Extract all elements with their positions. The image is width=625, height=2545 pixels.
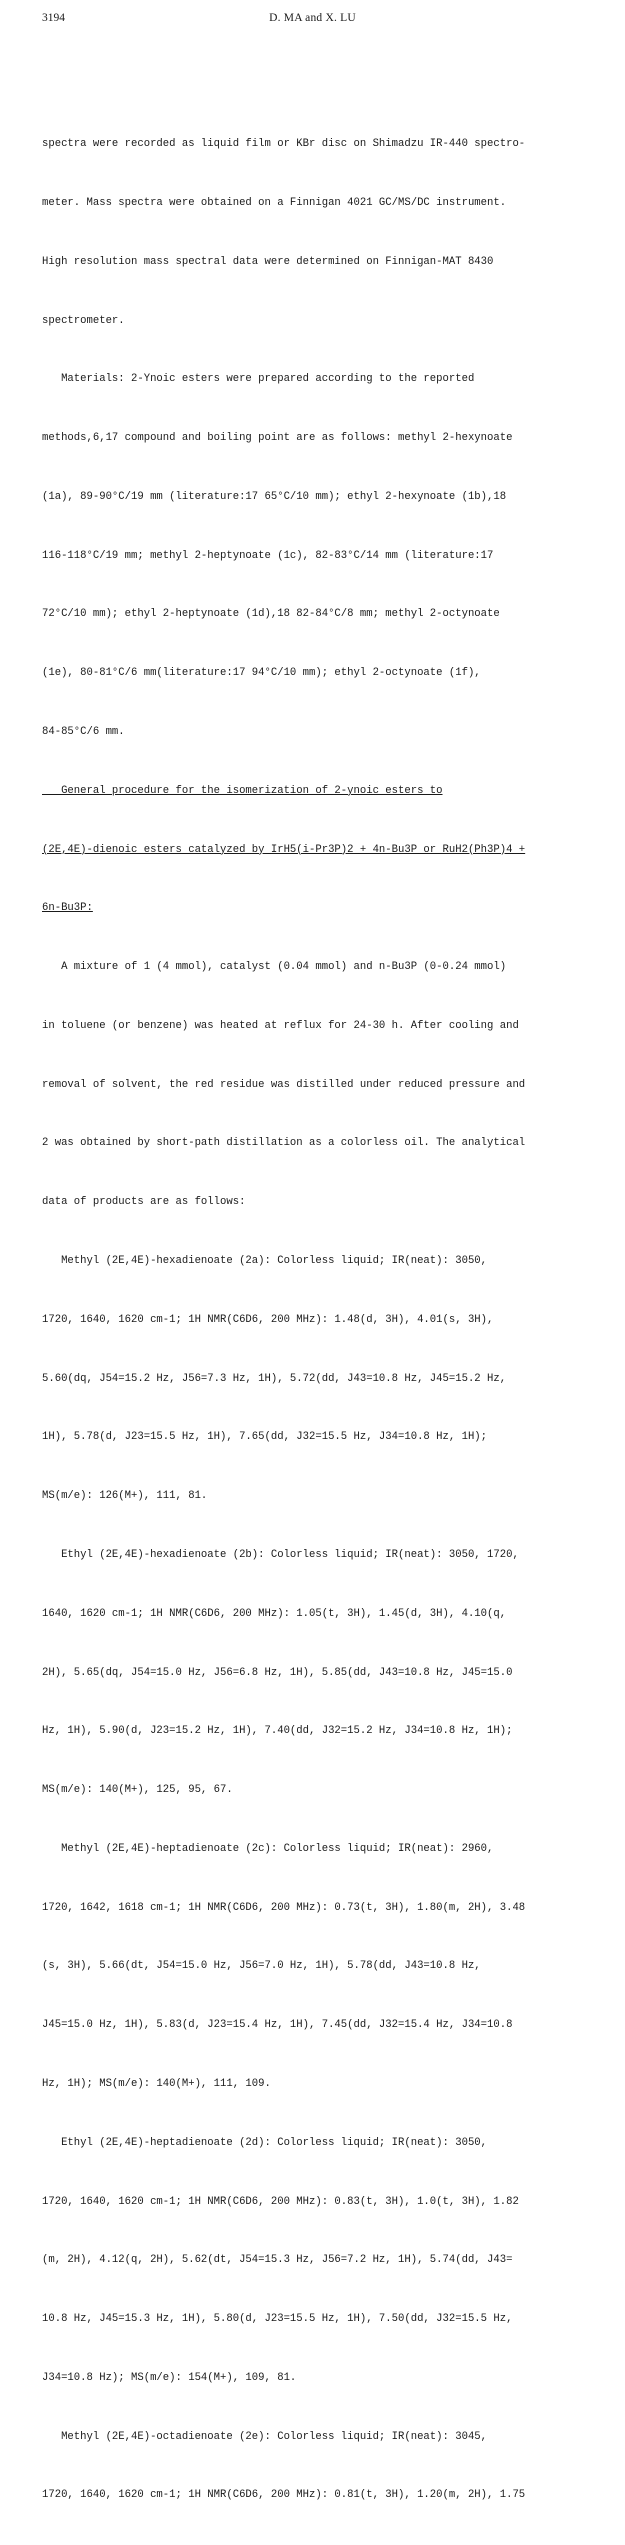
compound-entry-2b: Ethyl (2E,4E)-hexadienoate (2b): Colorless liquid; IR(neat): 3050, 1720, [42,1548,519,1561]
text-line: 1720, 1640, 1620 cm-1; 1H NMR(C6D6, 200 MHz): 0.81(t, 3H), 1.20(m, 2H), 1.75 [42,2489,526,2502]
text-line: 116-118°C/19 mm; methyl 2-heptynoate (1c), 82-83°C/14 mm (literature:17 [42,549,494,562]
compound-entry-2a: Methyl (2E,4E)-hexadienoate (2a): Colorless liquid; IR(neat): 3050, [42,1255,488,1268]
page-header [42,12,583,28]
procedure-heading: (2E,4E)-dienoic esters catalyzed by IrH5(i-Pr3P)2 + 4n-Bu3P or RuH2(Ph3P)4 + [42,843,526,856]
running-title: D. MA and X. LU [269,12,356,24]
text-line: meter. Mass spectra were obtained on a Finnigan 4021 GC/MS/DC instrument. [42,196,507,209]
text-line: J45=15.0 Hz, 1H), 5.83(d, J23=15.4 Hz, 1H), 7.45(dd, J32=15.4 Hz, J34=10.8 [42,2019,513,2032]
text-line: 72°C/10 mm); ethyl 2-heptynoate (1d),18 82-84°C/8 mm; methyl 2-octynoate [42,608,500,621]
text-line: 2 was obtained by short-path distillation as a colorless oil. The analytical [42,1137,526,1150]
text-line: spectra were recorded as liquid film or KBr disc on Shimadzu IR-440 spectro- [42,138,526,151]
text-line: (1e), 80-81°C/6 mm(literature:17 94°C/10 mm); ethyl 2-octynoate (1f), [42,667,481,680]
compound-entry-2c: Methyl (2E,4E)-heptadienoate (2c): Colorless liquid; IR(neat): 2960, [42,1842,494,1855]
text-line: MS(m/e): 140(M+), 125, 95, 67. [42,1784,233,1797]
text-line: J34=10.8 Hz); MS(m/e): 154(M+), 109, 81. [42,2371,297,2384]
text-line: 1640, 1620 cm-1; 1H NMR(C6D6, 200 MHz): 1.05(t, 3H), 1.45(d, 3H), 4.10(q, [42,1607,507,1620]
text-line: (m, 2H), 4.12(q, 2H), 5.62(dt, J54=15.3 Hz, J56=7.2 Hz, 1H), 5.74(dd, J43= [42,2254,513,2267]
text-line: 1720, 1640, 1620 cm-1; 1H NMR(C6D6, 200 MHz): 0.83(t, 3H), 1.0(t, 3H), 1.82 [42,2195,519,2208]
text-line: Hz, 1H); MS(m/e): 140(M+), 111, 109. [42,2077,271,2090]
text-line: methods,6,17 compound and boiling point are as follows: methyl 2-hexynoate [42,432,513,445]
text-line: (s, 3H), 5.66(dt, J54=15.0 Hz, J56=7.0 Hz, 1H), 5.78(dd, J43=10.8 Hz, [42,1960,481,1973]
text-line: 10.8 Hz, J45=15.3 Hz, 1H), 5.80(d, J23=15.5 Hz, 1H), 7.50(dd, J32=15.5 Hz, [42,2313,513,2326]
text-line: MS(m/e): 126(M+), 111, 81. [42,1490,208,1503]
text-line: 5.60(dq, J54=15.2 Hz, J56=7.3 Hz, 1H), 5.72(dd, J43=10.8 Hz, J45=15.2 Hz, [42,1372,507,1385]
text-line: 1720, 1642, 1618 cm-1; 1H NMR(C6D6, 200 MHz): 0.73(t, 3H), 1.80(m, 2H), 3.48 [42,1901,526,1914]
compound-entry-2e: Methyl (2E,4E)-octadienoate (2e): Colorless liquid; IR(neat): 3045, [42,2430,488,2443]
text-line: (1a), 89-90°C/19 mm (literature:17 65°C/10 mm); ethyl 2-hexynoate (1b),18 [42,490,507,503]
text-line: Hz, 1H), 5.90(d, J23=15.2 Hz, 1H), 7.40(dd, J32=15.2 Hz, J34=10.8 Hz, 1H); [42,1725,513,1738]
text-line: in toluene (or benzene) was heated at reflux for 24-30 h. After cooling and [42,1019,519,1032]
text-line: 84-85°C/6 mm. [42,726,125,738]
text-line: 1H), 5.78(d, J23=15.5 Hz, 1H), 7.65(dd, J32=15.5 Hz, J34=10.8 Hz, 1H); [42,1431,488,1444]
materials-paragraph: Materials: 2-Ynoic esters were prepared according to the reported [42,373,475,386]
text-line: removal of solvent, the red residue was distilled under reduced pressure and [42,1078,526,1091]
procedure-heading: 6n-Bu3P: [42,902,93,915]
text-line: data of products are as follows: [42,1196,246,1209]
text-line: spectrometer. [42,314,125,327]
compound-entry-2d: Ethyl (2E,4E)-heptadienoate (2d): Colorless liquid; IR(neat): 3050, [42,2136,488,2149]
text-line: High resolution mass spectral data were determined on Finnigan-MAT 8430 [42,255,494,268]
text-line: 1720, 1640, 1620 cm-1; 1H NMR(C6D6, 200 MHz): 1.48(d, 3H), 4.01(s, 3H), [42,1313,494,1326]
page-number: 3194 [42,12,65,24]
article-body [42,96,588,2545]
procedure-heading: General procedure for the isomerization of 2-ynoic esters to [42,784,443,797]
text-line: 2H), 5.65(dq, J54=15.0 Hz, J56=6.8 Hz, 1H), 5.85(dd, J43=10.8 Hz, J45=15.0 [42,1666,513,1679]
text-line: A mixture of 1 (4 mmol), catalyst (0.04 mmol) and n-Bu3P (0-0.24 mmol) [42,961,507,974]
